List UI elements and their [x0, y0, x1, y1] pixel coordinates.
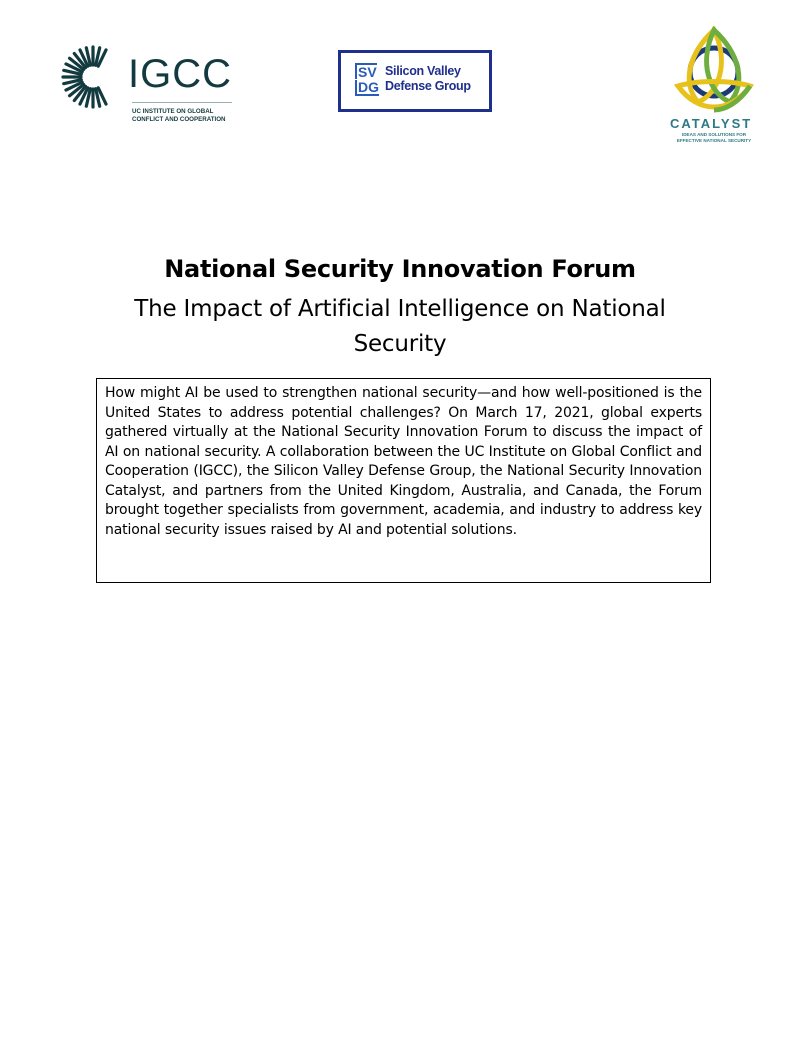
document-title: National Security Innovation Forum: [164, 255, 636, 283]
catalyst-logo-tagline: [668, 132, 760, 143]
svdg-logo-name: [385, 64, 471, 94]
svdg-name-line-1: Silicon Valley: [385, 64, 461, 78]
svdg-mark-top: SV: [355, 63, 377, 79]
igcc-logo-divider: [132, 102, 232, 103]
catalyst-tagline-line-2: EFFECTIVE NATIONAL SECURITY: [676, 137, 752, 143]
catalyst-tagline-line-1: IDEAS AND SOLUTIONS FOR: [681, 132, 747, 137]
svdg-monogram-icon: [355, 63, 381, 99]
abstract-text: How might AI be used to strengthen national security—and how well-positioned is the United States to address potential challenges? On March 17, 2021, global experts gathered virtually at the National Security Innovation Forum to discuss the impact of AI on national security. A collaboration between the UC Institute on Global Conflict and Cooperation (IGCC), the Silicon Valley Defense Group, the National Security Innovation Catalyst, and partners from the United Kingdom, Australia, and Canada, the Forum brought together specialists from government, academia, and industry to address key national security issues raised by AI and potential solutions.: [105, 385, 702, 538]
document-subtitle: [100, 292, 700, 362]
abstract-box: [96, 378, 711, 583]
igcc-logo-subtitle: [132, 108, 252, 124]
catalyst-triquetra-icon: [668, 24, 760, 116]
document-subtitle-line-1: The Impact of Artificial Intelligence on National: [134, 296, 666, 322]
igcc-logo-name: IGCC: [128, 52, 232, 96]
igcc-subtitle-line-2: CONFLICT AND COOPERATION: [132, 116, 226, 123]
svdg-name-line-2: Defense Group: [385, 79, 471, 93]
catalyst-logo-name: CATALYST: [670, 116, 753, 131]
logo-header: [0, 0, 800, 150]
svdg-mark-bottom: DG: [355, 80, 379, 96]
igcc-radial-icon: [60, 44, 126, 110]
document-subtitle-line-2: Security: [353, 331, 447, 357]
igcc-logo: [60, 44, 250, 134]
svdg-logo: [338, 50, 492, 112]
igcc-subtitle-line-1: UC INSTITUTE ON GLOBAL: [132, 108, 214, 115]
catalyst-logo: [660, 24, 770, 149]
